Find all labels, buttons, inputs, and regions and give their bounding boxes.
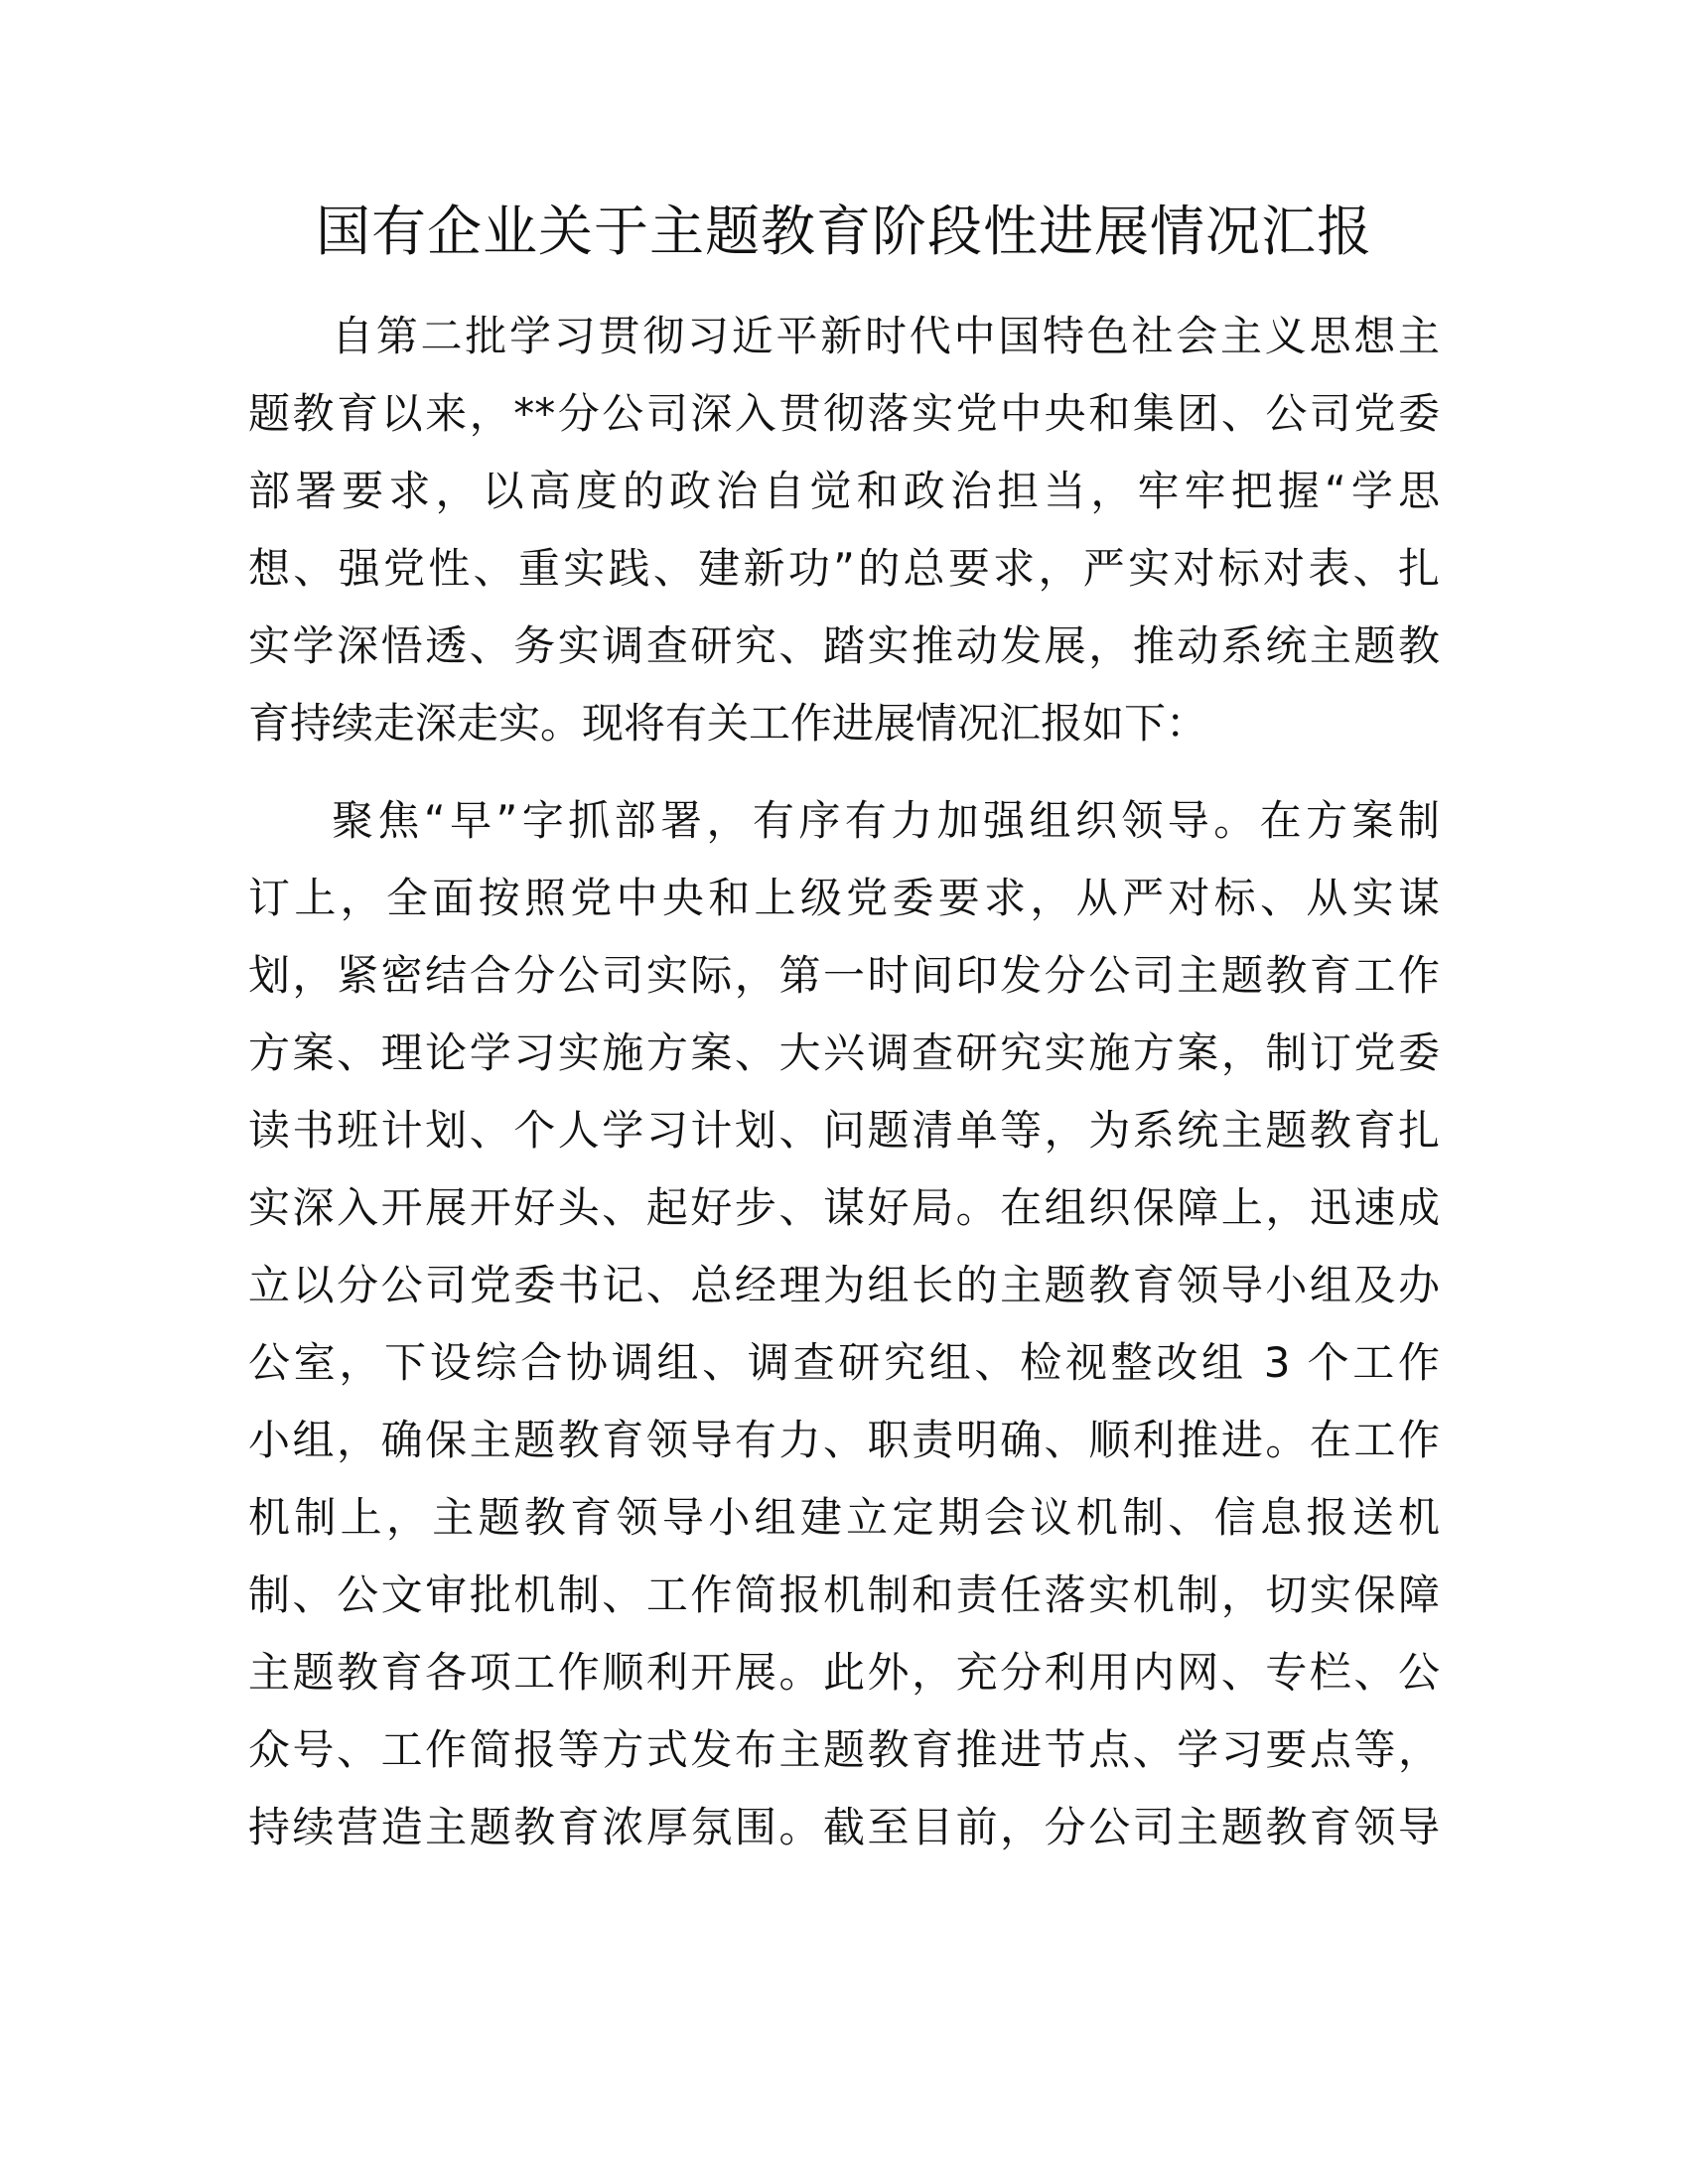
- text-line: 想、强党性、重实践、建新功”的总要求，严实对标对表、扎: [248, 544, 1440, 593]
- text-line: 持续营造主题教育浓厚氛围。截至目前，分公司主题教育领导: [248, 1803, 1440, 1851]
- text-line: 公室，下设综合协调组、调查研究组、检视整改组 3 个工作: [248, 1338, 1440, 1387]
- text-line: 部署要求，以高度的政治自觉和政治担当，牢牢把握“学思: [248, 467, 1440, 515]
- text-line: 方案、理论学习实施方案、大兴调查研究实施方案，制订党委: [248, 1028, 1440, 1077]
- text-line: 制、公文审批机制、工作简报机制和责任落实机制，切实保障: [248, 1570, 1440, 1619]
- text-line: 划，紧密结合分公司实际，第一时间印发分公司主题教育工作: [248, 951, 1440, 1000]
- text-line: 订上，全面按照党中央和上级党委要求，从严对标、从实谋: [248, 874, 1440, 922]
- text-line: 立以分公司党委书记、总经理为组长的主题教育领导小组及办: [248, 1261, 1440, 1309]
- paragraph-deployment: [248, 782, 1440, 1866]
- text-line: 聚焦“早”字抓部署，有序有力加强组织领导。在方案制: [332, 796, 1440, 845]
- text-line: 实深入开展开好头、起好步、谋好局。在组织保障上，迅速成: [248, 1183, 1440, 1232]
- text-line: 读书班计划、个人学习计划、问题清单等，为系统主题教育扎: [248, 1106, 1440, 1155]
- text-line: 题教育以来，**分公司深入贯彻落实党中央和集团、公司党委: [248, 389, 1440, 438]
- text-line: 小组，确保主题教育领导有力、职责明确、顺利推进。在工作: [248, 1416, 1440, 1464]
- text-line: 实学深悟透、务实调查研究、踏实推动发展，推动系统主题教: [248, 621, 1440, 670]
- document-title: 国有企业关于主题教育阶段性进展情况汇报: [315, 200, 1372, 263]
- text-line: 机制上，主题教育领导小组建立定期会议机制、信息报送机: [248, 1493, 1440, 1542]
- paragraph-intro: [248, 298, 1440, 762]
- text-line: 自第二批学习贯彻习近平新时代中国特色社会主义思想主: [332, 312, 1440, 360]
- document-body: [248, 298, 1440, 1866]
- text-line: 主题教育各项工作顺利开展。此外，充分利用内网、专栏、公: [248, 1648, 1440, 1697]
- text-line: 众号、工作简报等方式发布主题教育推进节点、学习要点等，: [248, 1725, 1440, 1774]
- text-line: 育持续走深走实。现将有关工作进展情况汇报如下：: [248, 699, 1208, 748]
